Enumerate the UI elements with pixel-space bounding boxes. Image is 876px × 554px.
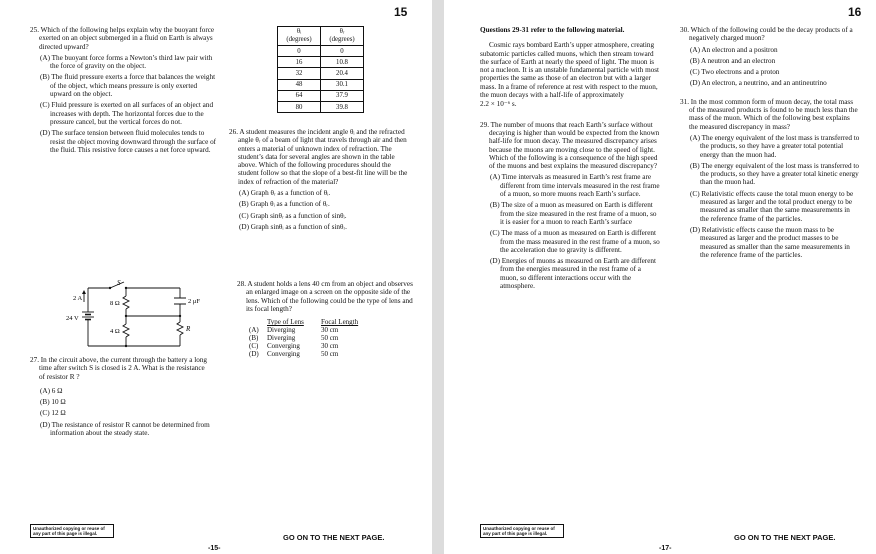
q31-option-a[interactable]: (A) The energy equivalent of the lost mass is transferred to the products, so they have a greater total potential energy than the muon had. bbox=[690, 133, 860, 159]
table-row: 80 39.8 bbox=[278, 101, 364, 112]
table-row: 0 0 bbox=[278, 46, 364, 57]
exam-page-left bbox=[0, 0, 432, 554]
q25-option-d[interactable]: (D) The surface tension between fluid molecules tends to resist the object moving downward through the surface of the fluid. This resistive force causes a net force upward. bbox=[40, 129, 217, 154]
q27-option-c[interactable]: (C) 12 Ω bbox=[40, 409, 66, 418]
q29-option-b[interactable]: (B) The size of a muon as measured on Earth is different from the size measured in the rest frame of a muon, so it is easier for a muon to reach Earth’s surface bbox=[490, 201, 657, 226]
capacitor-icon bbox=[174, 298, 186, 304]
question-28-stem: 28. A student holds a lens 40 cm from an object and observes an enlarged image on a screen on the opposite side of the lens. Which of the following could be the type of lens and its focal length? bbox=[237, 280, 413, 313]
page-footer: -15- bbox=[208, 545, 221, 552]
q28-option-a[interactable]: (A) Diverging 30 cm bbox=[249, 326, 339, 335]
half-life-value: 2.2 × 10⁻⁶ s. bbox=[480, 100, 517, 109]
q25-option-c[interactable]: (C) Fluid pressure is exerted on all surfaces of an object and increases with depth. The horizontal forces due to the pressure cancel, but the vertical forces do not. bbox=[40, 101, 214, 126]
current-arrow-icon bbox=[82, 290, 86, 294]
lens-options-table bbox=[237, 318, 417, 358]
questions-30-31 bbox=[680, 26, 860, 262]
question-26 bbox=[229, 128, 409, 234]
capacitor-label: 2 μF bbox=[188, 298, 200, 305]
q25-option-a[interactable]: (A) The buoyant force forms a Newton’s third law pair with the force of gravity on the object. bbox=[40, 53, 213, 71]
table-header-refracted: θᵣ (degrees) bbox=[321, 27, 364, 46]
angle-data-table bbox=[277, 26, 364, 113]
table-row: 64 37.9 bbox=[278, 90, 364, 101]
current-label: 2 A bbox=[73, 295, 83, 302]
q31-option-c[interactable]: (C) Relativistic effects cause the total muon energy to be measured as larger and the total product energy to be measured as smaller than the same measurements in the reference frame of the particles. bbox=[690, 189, 854, 223]
q30-option-d[interactable]: (D) An electron, a neutrino, and an antineutrino bbox=[690, 79, 827, 88]
q27-option-d[interactable]: (D) The resistance of resistor R cannot be determined from information about the steady state. bbox=[40, 420, 210, 438]
q26-option-b[interactable]: (B) Graph θᵢ as a function of θᵣ. bbox=[239, 200, 330, 209]
page-number: 16 bbox=[848, 5, 862, 19]
q29-option-a[interactable]: (A) Time intervals as measured in Earth’s rest frame are different from time intervals measured in the rest frame of a muon, so more muons reach Earth’s surface. bbox=[490, 173, 660, 199]
q31-option-d[interactable]: (D) Relativistic effects cause the muon mass to be measured as larger and the product masses to be measured as smaller than the same measurements in the reference frame of the particles. bbox=[690, 225, 850, 259]
question-27-stem: 27. In the circuit above, the current through the battery a long time after switch S is closed is 2 A. What is the resistance of resistor R ? bbox=[30, 356, 208, 381]
go-on-notice: GO ON TO THE NEXT PAGE. bbox=[734, 533, 836, 542]
exam-page-right bbox=[444, 0, 876, 554]
resistor-8-label: 8 Ω bbox=[110, 300, 120, 307]
question-31-stem: 31. In the most common form of muon decay, the total mass of the measured products is found to be much less than the mass of the muon. Which of the following best explains the measured discrepancy in mass? bbox=[680, 97, 858, 131]
page-footer: -17- bbox=[659, 545, 672, 552]
q28-option-c[interactable]: (C) Converging 30 cm bbox=[249, 342, 339, 351]
q26-option-d[interactable]: (D) Graph sinθᵢ as a function of sinθᵣ. bbox=[239, 222, 347, 231]
q29-option-d[interactable]: (D) Energies of muons as measured on Earth are different from the energies measured in the rest frame of a muon, so different interactions occur with the atmosphere. bbox=[490, 257, 656, 291]
question-29-stem: 29. The number of muons that reach Earth’s surface without decaying is higher than would be expected from the known half-life for muon decay. The measured discrepancy arises because the muons are moving close to the speed of light. Which of the following is a consequence of the high speed of the muons and best explains the measured discrepancy? bbox=[480, 120, 660, 171]
question-29 bbox=[480, 121, 660, 291]
circuit-diagram bbox=[60, 276, 200, 352]
muon-passage: Cosmic rays bombard Earth’s upper atmosphere, creating subatomic particles called muons, which then stream toward the surface of Earth at nearly the speed of light. The muon is not a nucleon. It is an unstable fundamental particle with most properties the same as those of an electron but with a larger mass. In a frame of reference at rest with respect to the muon, the muon decays with a half-life of approximately bbox=[480, 41, 660, 100]
resistor-r-label: R bbox=[186, 325, 191, 333]
q28-option-d[interactable]: (D) Converging 50 cm bbox=[249, 350, 339, 359]
question-26-stem: 26. A student measures the incident angle θᵢ and the refracted angle θᵣ of a beam of light that travels through air and then enters a material of unknown index of refraction. The student’s data for several angles are shown in the table above. Which of the following procedures should the student follow so that the slope of a best-fit line will be the index of refraction of the material? bbox=[229, 128, 408, 186]
q30-option-b[interactable]: (B) A neutron and an electron bbox=[690, 56, 776, 65]
column-header-lens-type: Type of Lens bbox=[267, 318, 304, 327]
battery-icon bbox=[82, 312, 94, 320]
question-31 bbox=[680, 98, 860, 259]
q25-option-b[interactable]: (B) The fluid pressure exerts a force that balances the weight of the object, which means pressure is only exerted upward on the object. bbox=[40, 73, 216, 99]
question-set-29-31 bbox=[480, 26, 660, 293]
q27-option-b[interactable]: (B) 10 Ω bbox=[40, 398, 66, 407]
go-on-notice: GO ON TO THE NEXT PAGE. bbox=[283, 533, 385, 542]
q26-option-a[interactable]: (A) Graph θᵣ as a function of θᵢ. bbox=[239, 189, 331, 198]
q31-option-b[interactable]: (B) The energy equivalent of the lost mass is transferred to the products, so they have a greater total kinetic energy than the muon had. bbox=[690, 161, 859, 187]
q28-option-b[interactable]: (B) Diverging 50 cm bbox=[249, 334, 339, 343]
question-30 bbox=[680, 26, 860, 88]
page-number: 15 bbox=[394, 5, 408, 19]
q29-option-c[interactable]: (C) The mass of a muon as measured on Earth is different from the mass measured in the rest frame of a muon, so the acceleration due to gravity is different. bbox=[490, 229, 660, 254]
copy-notice: Unauthorized copying or reuse of any part of this page is illegal. bbox=[30, 524, 114, 538]
table-row: 16 10.8 bbox=[278, 57, 364, 68]
question-28 bbox=[237, 280, 417, 358]
switch-label: S bbox=[117, 279, 121, 287]
q27-option-a[interactable]: (A) 6 Ω bbox=[40, 386, 63, 395]
question-27 bbox=[30, 356, 210, 440]
table-row: 32 20.4 bbox=[278, 68, 364, 79]
switch-pivot bbox=[109, 287, 111, 289]
copy-notice: Unauthorized copying or reuse of any part of this page is illegal. bbox=[480, 524, 564, 538]
table-header-incident: θᵢ (degrees) bbox=[278, 27, 321, 46]
q30-option-a[interactable]: (A) An electron and a positron bbox=[690, 45, 778, 54]
question-25-stem: 25. Which of the following helps explain why the buoyant force exerted on an object submerged in a fluid on Earth is always directed upward? bbox=[30, 26, 215, 51]
q26-option-c[interactable]: (C) Graph sinθᵣ as a function of sinθᵢ. bbox=[239, 211, 347, 220]
question-set-heading: Questions 29-31 refer to the following material. bbox=[480, 26, 625, 34]
question-25 bbox=[30, 26, 218, 157]
battery-label: 24 V bbox=[66, 315, 79, 322]
question-30-stem: 30. Which of the following could be the decay products of a negatively charged muon? bbox=[680, 26, 853, 43]
q30-option-c[interactable]: (C) Two electrons and a proton bbox=[690, 68, 780, 77]
table-row: 48 30.1 bbox=[278, 79, 364, 90]
resistor-4-label: 4 Ω bbox=[110, 328, 120, 335]
column-header-focal-length: Focal Length bbox=[321, 318, 359, 327]
